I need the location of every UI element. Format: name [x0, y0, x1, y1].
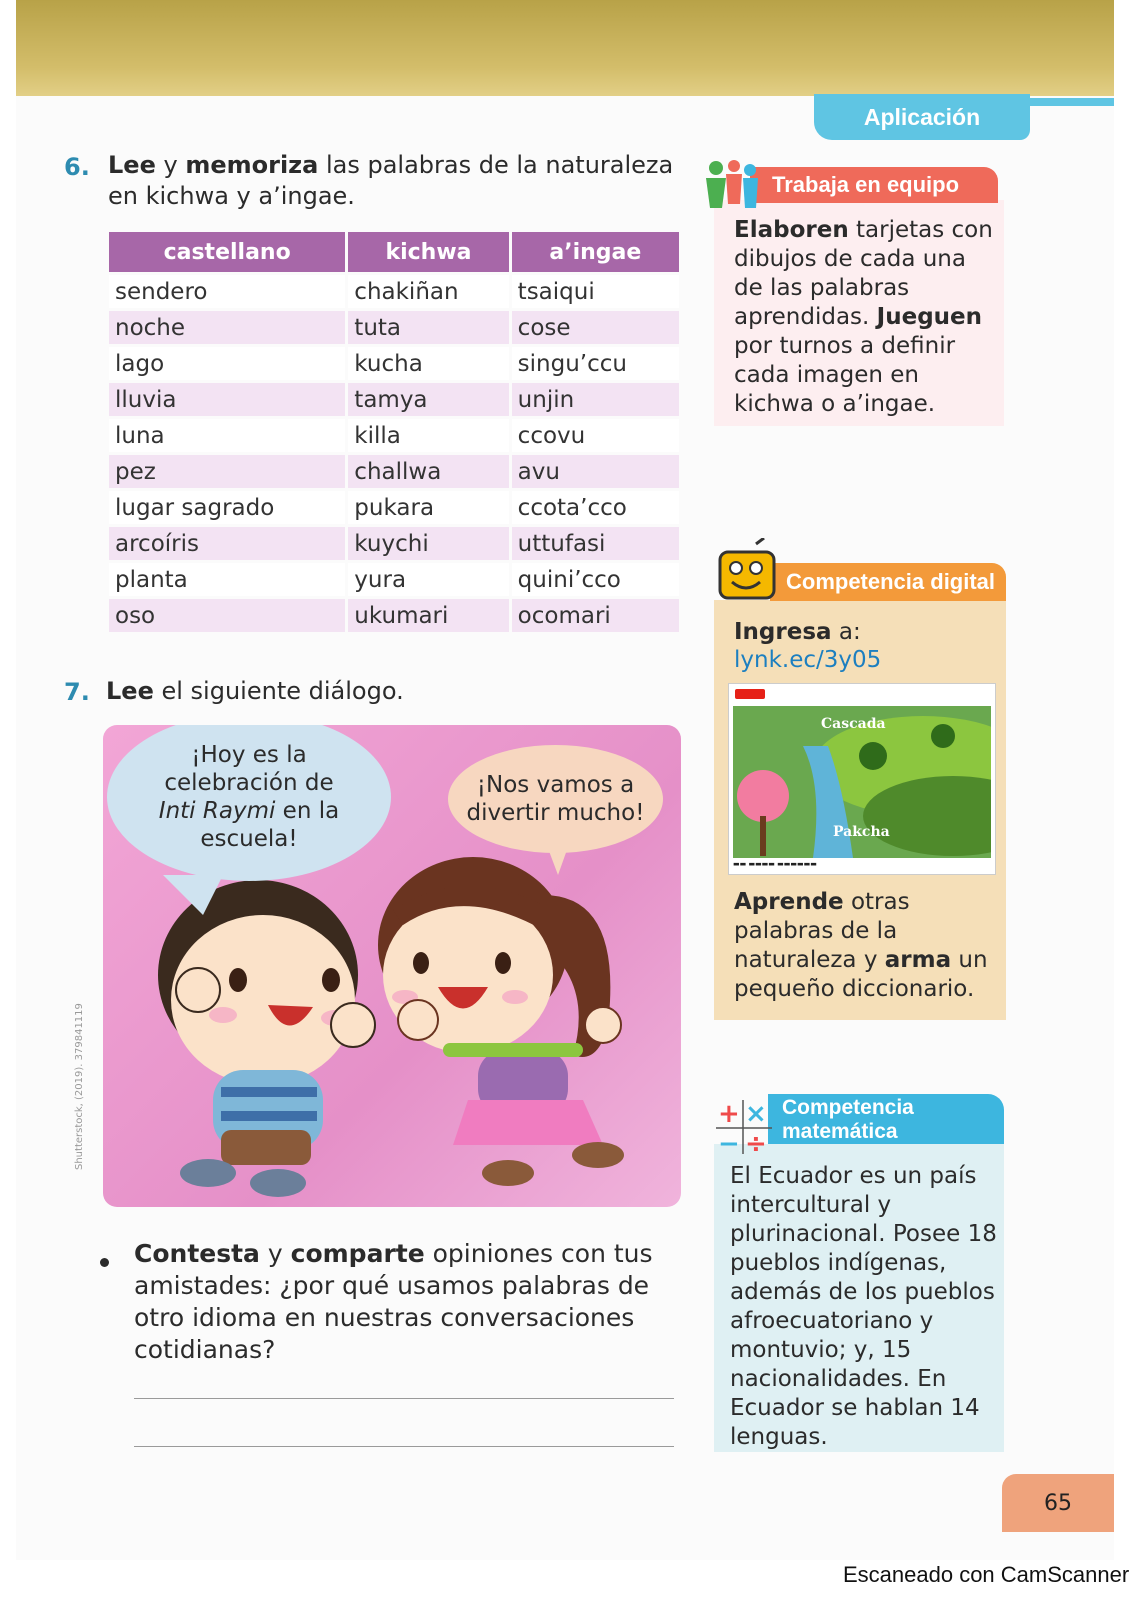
team-people-icon [700, 158, 762, 214]
header-castellano: castellano [109, 232, 345, 272]
arma-bold: arma [884, 947, 952, 973]
cell-aingae: ccovu [512, 419, 679, 452]
cell-kichwa: ukumari [348, 599, 508, 632]
digital-link[interactable]: lynk.ec/3y05 [734, 647, 882, 673]
inti-raymi-text: Inti Raymi [158, 798, 276, 824]
video-preview-image[interactable] [733, 706, 991, 858]
scanner-watermark: Escaneado con CamScanner [843, 1562, 1130, 1587]
cell-castellano: lago [109, 347, 345, 380]
boy-line-3 [159, 797, 339, 825]
cell-castellano: noche [109, 311, 345, 344]
te-bold-jueguen: Jueguen [876, 304, 983, 330]
question-7-number: 7. [64, 678, 90, 706]
aprende-text-1: otras palabras de la naturaleza y [734, 889, 910, 973]
bullet-rest: opiniones con tus amistades: ¿por qué usamos palabras de otro idioma en nuestras conversaciones cotidianas? [134, 1239, 653, 1364]
question-6-text [108, 150, 688, 212]
cell-kichwa: challwa [348, 455, 508, 488]
cell-castellano: lugar sagrado [109, 491, 345, 524]
girl-speech-bubble [448, 745, 663, 853]
cell-kichwa: chakiñan [348, 275, 508, 308]
cell-kichwa: tamya [348, 383, 508, 416]
boy-line-4: escuela! [200, 826, 298, 852]
q7-rest: el siguiente diálogo. [153, 677, 404, 705]
te-text-2: por turnos a definir cada imagen en kichwa o a’ingae. [734, 333, 956, 417]
answer-line-1[interactable] [134, 1398, 674, 1399]
cell-castellano: pez [109, 455, 345, 488]
table-row [109, 563, 679, 596]
cell-kichwa: tuta [348, 311, 508, 344]
q7-bold-lee: Lee [106, 677, 154, 705]
table-row [109, 275, 679, 308]
table-row [109, 419, 679, 452]
table-row [109, 599, 679, 632]
cell-aingae: ocomari [512, 599, 679, 632]
svg-text:×: × [745, 1099, 767, 1129]
bullet-bold-comparte: comparte [290, 1239, 425, 1268]
competencia-digital-title: Competencia digital [770, 563, 1006, 601]
question-7-text [106, 676, 404, 707]
matematica-text: El Ecuador es un país intercultural y plurinacional. Posee 18 pueblos indígenas, además de los pueblos afroecuatoriano y montuvio; y, 15 nacionalidades. En Ecuador se hablan 14 lenguas. [730, 1163, 997, 1450]
bullet-mid: y [259, 1239, 291, 1268]
cell-aingae: avu [512, 455, 679, 488]
cell-kichwa: yura [348, 563, 508, 596]
te-bold-elaboren: Elaboren [734, 217, 849, 243]
dialog-illustration [103, 725, 681, 1207]
boy-figure [158, 880, 375, 1197]
youtube-logo-icon [735, 689, 765, 699]
svg-text:+: + [718, 1099, 740, 1129]
cm-title-line-2: matemática [782, 1120, 898, 1143]
cell-castellano: sendero [109, 275, 345, 308]
table-row [109, 383, 679, 416]
cell-kichwa: kucha [348, 347, 508, 380]
section-stripe [1020, 98, 1114, 106]
boy-line-2: celebración de [164, 770, 334, 796]
svg-text:−: − [718, 1129, 740, 1156]
answer-line-2[interactable] [134, 1446, 674, 1447]
boy-line-1: ¡Hoy es la [191, 742, 307, 768]
cell-castellano: planta [109, 563, 345, 596]
table-row [109, 455, 679, 488]
cell-kichwa: killa [348, 419, 508, 452]
boy-line-3-rest: en la [275, 798, 340, 824]
header-aingae: a’ingae [512, 232, 679, 272]
video-label-cascada: Cascada [821, 716, 886, 732]
competencia-matematica-title [768, 1094, 1004, 1144]
te-text-1: tarjetas con dibujos de cada una de las palabras aprendidas. [734, 217, 993, 330]
cell-aingae: ccota’cco [512, 491, 679, 524]
bullet-icon [100, 1258, 109, 1267]
cell-aingae: singu’ccu [512, 347, 679, 380]
table-row [109, 347, 679, 380]
robot-icon [716, 538, 780, 604]
cell-castellano: lluvia [109, 383, 345, 416]
girl-line-2: divertir mucho! [466, 800, 645, 826]
video-thumbnail[interactable] [728, 683, 996, 875]
trabaja-en-equipo-text [734, 216, 998, 419]
q6-bold-lee: Lee [108, 151, 156, 179]
ingresa-text [734, 618, 994, 647]
cm-title-line-1: Competencia [782, 1096, 914, 1119]
cell-castellano: oso [109, 599, 345, 632]
cell-castellano: luna [109, 419, 345, 452]
cell-castellano: arcoíris [109, 527, 345, 560]
bullet-question [134, 1238, 674, 1366]
table-header-row [109, 232, 679, 272]
video-caption: ▬▬ ▬▬▬▬ ▬▬▬▬▬▬ [733, 860, 817, 868]
cell-kichwa: kuychi [348, 527, 508, 560]
cell-kichwa: pukara [348, 491, 508, 524]
q6-bold-memoriza: memoriza [185, 151, 319, 179]
math-operators-icon [716, 1098, 772, 1156]
girl-line-1: ¡Nos vamos a [476, 772, 635, 798]
table-row [109, 311, 679, 344]
scan-top-band [16, 0, 1114, 96]
cell-aingae: unjin [512, 383, 679, 416]
svg-text:÷: ÷ [745, 1129, 767, 1156]
image-credit: Shutterstock, (2019). 379841119 [74, 1003, 85, 1170]
bullet-bold-contesta: Contesta [134, 1239, 260, 1268]
cell-aingae: cose [512, 311, 679, 344]
q6-rest: las palabras de la naturaleza en kichwa y a’ingae. [108, 151, 674, 210]
q6-mid: y [155, 151, 186, 179]
girl-figure [378, 857, 624, 1186]
question-6-number: 6. [64, 153, 90, 181]
ingresa-rest: a: [831, 619, 861, 645]
cell-aingae: quini’cco [512, 563, 679, 596]
ingresa-bold: Ingresa [734, 619, 832, 645]
vocabulary-table [106, 229, 682, 635]
trabaja-en-equipo-title: Trabaja en equipo [750, 167, 998, 203]
aprende-text-2: un pequeño diccionario. [734, 947, 988, 1002]
cell-aingae: tsaiqui [512, 275, 679, 308]
aprende-text [734, 888, 998, 1004]
aprende-bold: Aprende [734, 889, 844, 915]
video-label-pakcha: Pakcha [833, 824, 890, 840]
page-number: 65 [1002, 1474, 1114, 1532]
cell-aingae: uttufasi [512, 527, 679, 560]
table-row [109, 491, 679, 524]
table-row [109, 527, 679, 560]
header-kichwa: kichwa [348, 232, 508, 272]
section-tab: Aplicación [814, 94, 1030, 140]
